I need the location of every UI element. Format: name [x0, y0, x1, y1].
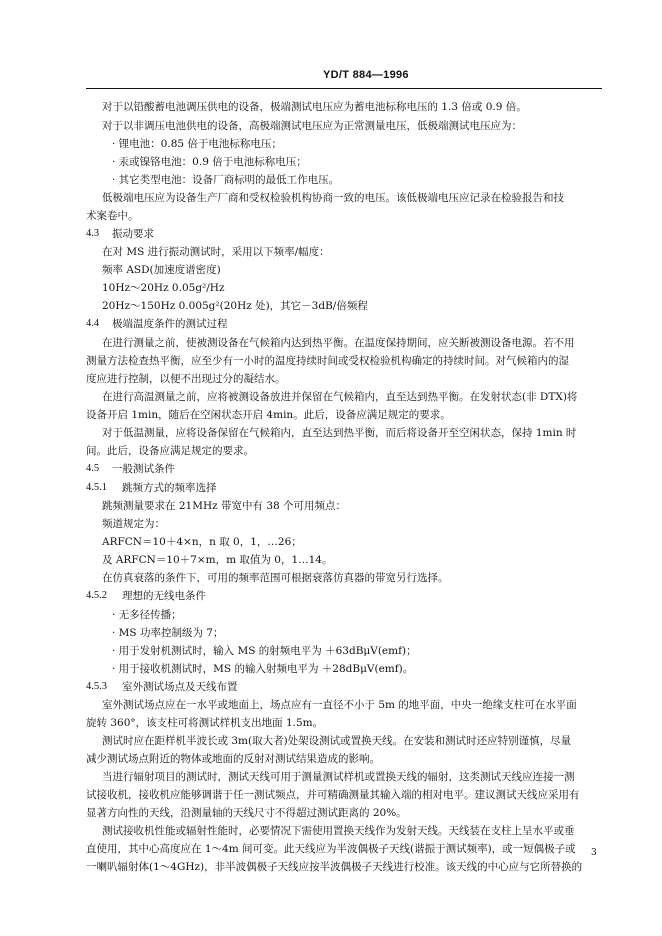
section-heading: 一般测试条件 [112, 463, 175, 475]
text-line: 及 ARFCN＝10＋7×m，m 取值为 0，1…14。 [102, 554, 333, 566]
text-line: 测试接收机性能或辐射性能时，必要情况下需使用置换天线作为发射天线。天线装在支柱上呈水平或垂 [102, 825, 575, 837]
section-number: 4.3 [86, 228, 100, 239]
text-line: 减少测试场点附近的物体或地面的反射对测试结果造成的影响。 [86, 753, 380, 765]
header-rule [86, 88, 602, 89]
section-heading: 振动要求 [112, 228, 154, 240]
section-heading: 极端温度条件的测试过程 [112, 318, 228, 330]
page-number: 3 [591, 848, 597, 858]
text-line: 频率 ASD(加速度谱密度) [102, 264, 221, 276]
text-line: 度应进行控制，以便不出现过分的凝结水。 [86, 373, 286, 385]
text-line: 对于以铅酸蓄电池调压供电的设备，极端测试电压应为蓄电池标称电压的 1.3 倍或 0.9 倍。 [102, 101, 527, 113]
text-line: 频道规定为： [102, 518, 165, 530]
standard-code-header: YD/T 884—1996 [323, 69, 409, 81]
text-line: 在进行测量之前，使被测设备在气候箱内达到热平衡。在温度保持期间，应关断被测设备电源。若不用 [102, 337, 575, 349]
text-line: 10Hz～20Hz 0.05g²/Hz [102, 282, 225, 294]
text-line: 对于低温测量，应将设备保留在气候箱内，直至达到热平衡，而后将设备开至空闲状态，保持 1min 时 [102, 427, 577, 439]
text-line: 一喇叭辐射体(1～4GHz)，非半波偶极子天线应按半波偶极子天线进行校准。该天线的中心应与它所替换的 [86, 861, 583, 873]
text-line: 当进行辐射项目的测试时，测试天线可用于测量测试样机或置换天线的辐射，这类测试天线应连接一测 [102, 771, 575, 783]
section-heading: 理想的无线电条件 [122, 590, 206, 602]
text-line: 直使用，其中心高度应在 1～4m 间可变。此天线应为半波偶极子天线(谐振于测试频率)，或一短偶极子或 [86, 843, 576, 855]
section-number: 4.5 [86, 463, 100, 474]
section-heading: 跳频方式的频率选择 [122, 482, 217, 494]
section-number: 4.4 [86, 318, 100, 329]
text-line: 对于以非调压电池供电的设备，高极端测试电压应为正常测量电压，低极端测试电压应为： [102, 120, 522, 132]
text-line: · 无多径传播； [112, 609, 182, 621]
text-line: 20Hz～150Hz 0.005g²(20Hz 处)，其它－3dB/倍频程 [102, 300, 368, 312]
text-line: 间。此后，设备应满足规定的要求。 [86, 445, 254, 457]
section-number: 4.5.1 [86, 482, 107, 493]
text-line: · MS 功率控制级为 7； [112, 627, 224, 639]
section-number: 4.5.3 [86, 681, 107, 692]
text-line: ARFCN＝10＋4×n，n 取 0，1，…26； [102, 536, 302, 548]
text-line: 测试时应在距样机半波长或 3m(取大者)处架设测试或置换天线。在安装和测试时还应特别谨慎，尽量 [102, 735, 572, 747]
text-line: 低极端电压应为设备生产厂商和受权检验机构协商一致的电压。该低极端电压应记录在检验报告和技 [102, 192, 564, 204]
text-line: 在对 MS 进行振动测试时，采用以下频率/幅度： [102, 246, 330, 258]
text-line: · 用于接收机测试时，MS 的输入射频电平为 ＋28dBμV(emf)。 [112, 663, 414, 675]
text-line: 旋转 360°，该支柱可将测试样机支出地面 1.5m。 [86, 717, 324, 729]
text-line: 术案卷中。 [86, 210, 139, 222]
section-number: 4.5.2 [86, 590, 107, 601]
text-line: 测量方法检查热平衡，应至少有一小时的温度持续时间或受权检验机构确定的持续时间。对气候箱内的湿 [86, 355, 569, 367]
text-line: 在进行高温测量之前，应将被测设备放进并保留在气候箱内，直至达到热平衡。在发射状态(非 DTX)将 [102, 391, 578, 403]
text-line: 显著方向性的天线，沿测量轴的天线尺寸不得超过测试距离的 20%。 [86, 807, 407, 819]
text-line: · 锂电池：0.85 倍于电池标称电压； [112, 138, 282, 150]
text-line: 跳频测量要求在 21MHz 带宽中有 38 个可用频点： [102, 500, 347, 512]
text-line: · 用于发射机测试时，输入 MS 的射频电平为 ＋63dBμV(emf)； [112, 645, 417, 657]
text-line: 在仿真衰落的条件下，可用的频率范围可根据衰落仿真器的带宽另行选择。 [102, 572, 449, 584]
text-line: · 其它类型电池：设备厂商标明的最低工作电压。 [112, 174, 340, 186]
text-line: 试接收机，接收机应能够调谐于任一测试频点，并可精确测量其输入端的相对电平。建议测试天线应采用有 [86, 789, 580, 801]
text-line: · 汞或镍铬电池：0.9 倍于电池标称电压； [112, 156, 307, 168]
section-heading: 室外测试场点及天线布置 [122, 681, 238, 693]
text-line: 室外测试场点应在一水平或地面上，场点应有一直径不小于 5m 的地平面，中央一绝缘支柱可在水平面 [102, 699, 577, 711]
text-line: 设备开启 1min，随后在空闲状态开启 4min。此后，设备应满足规定的要求。 [86, 409, 451, 421]
